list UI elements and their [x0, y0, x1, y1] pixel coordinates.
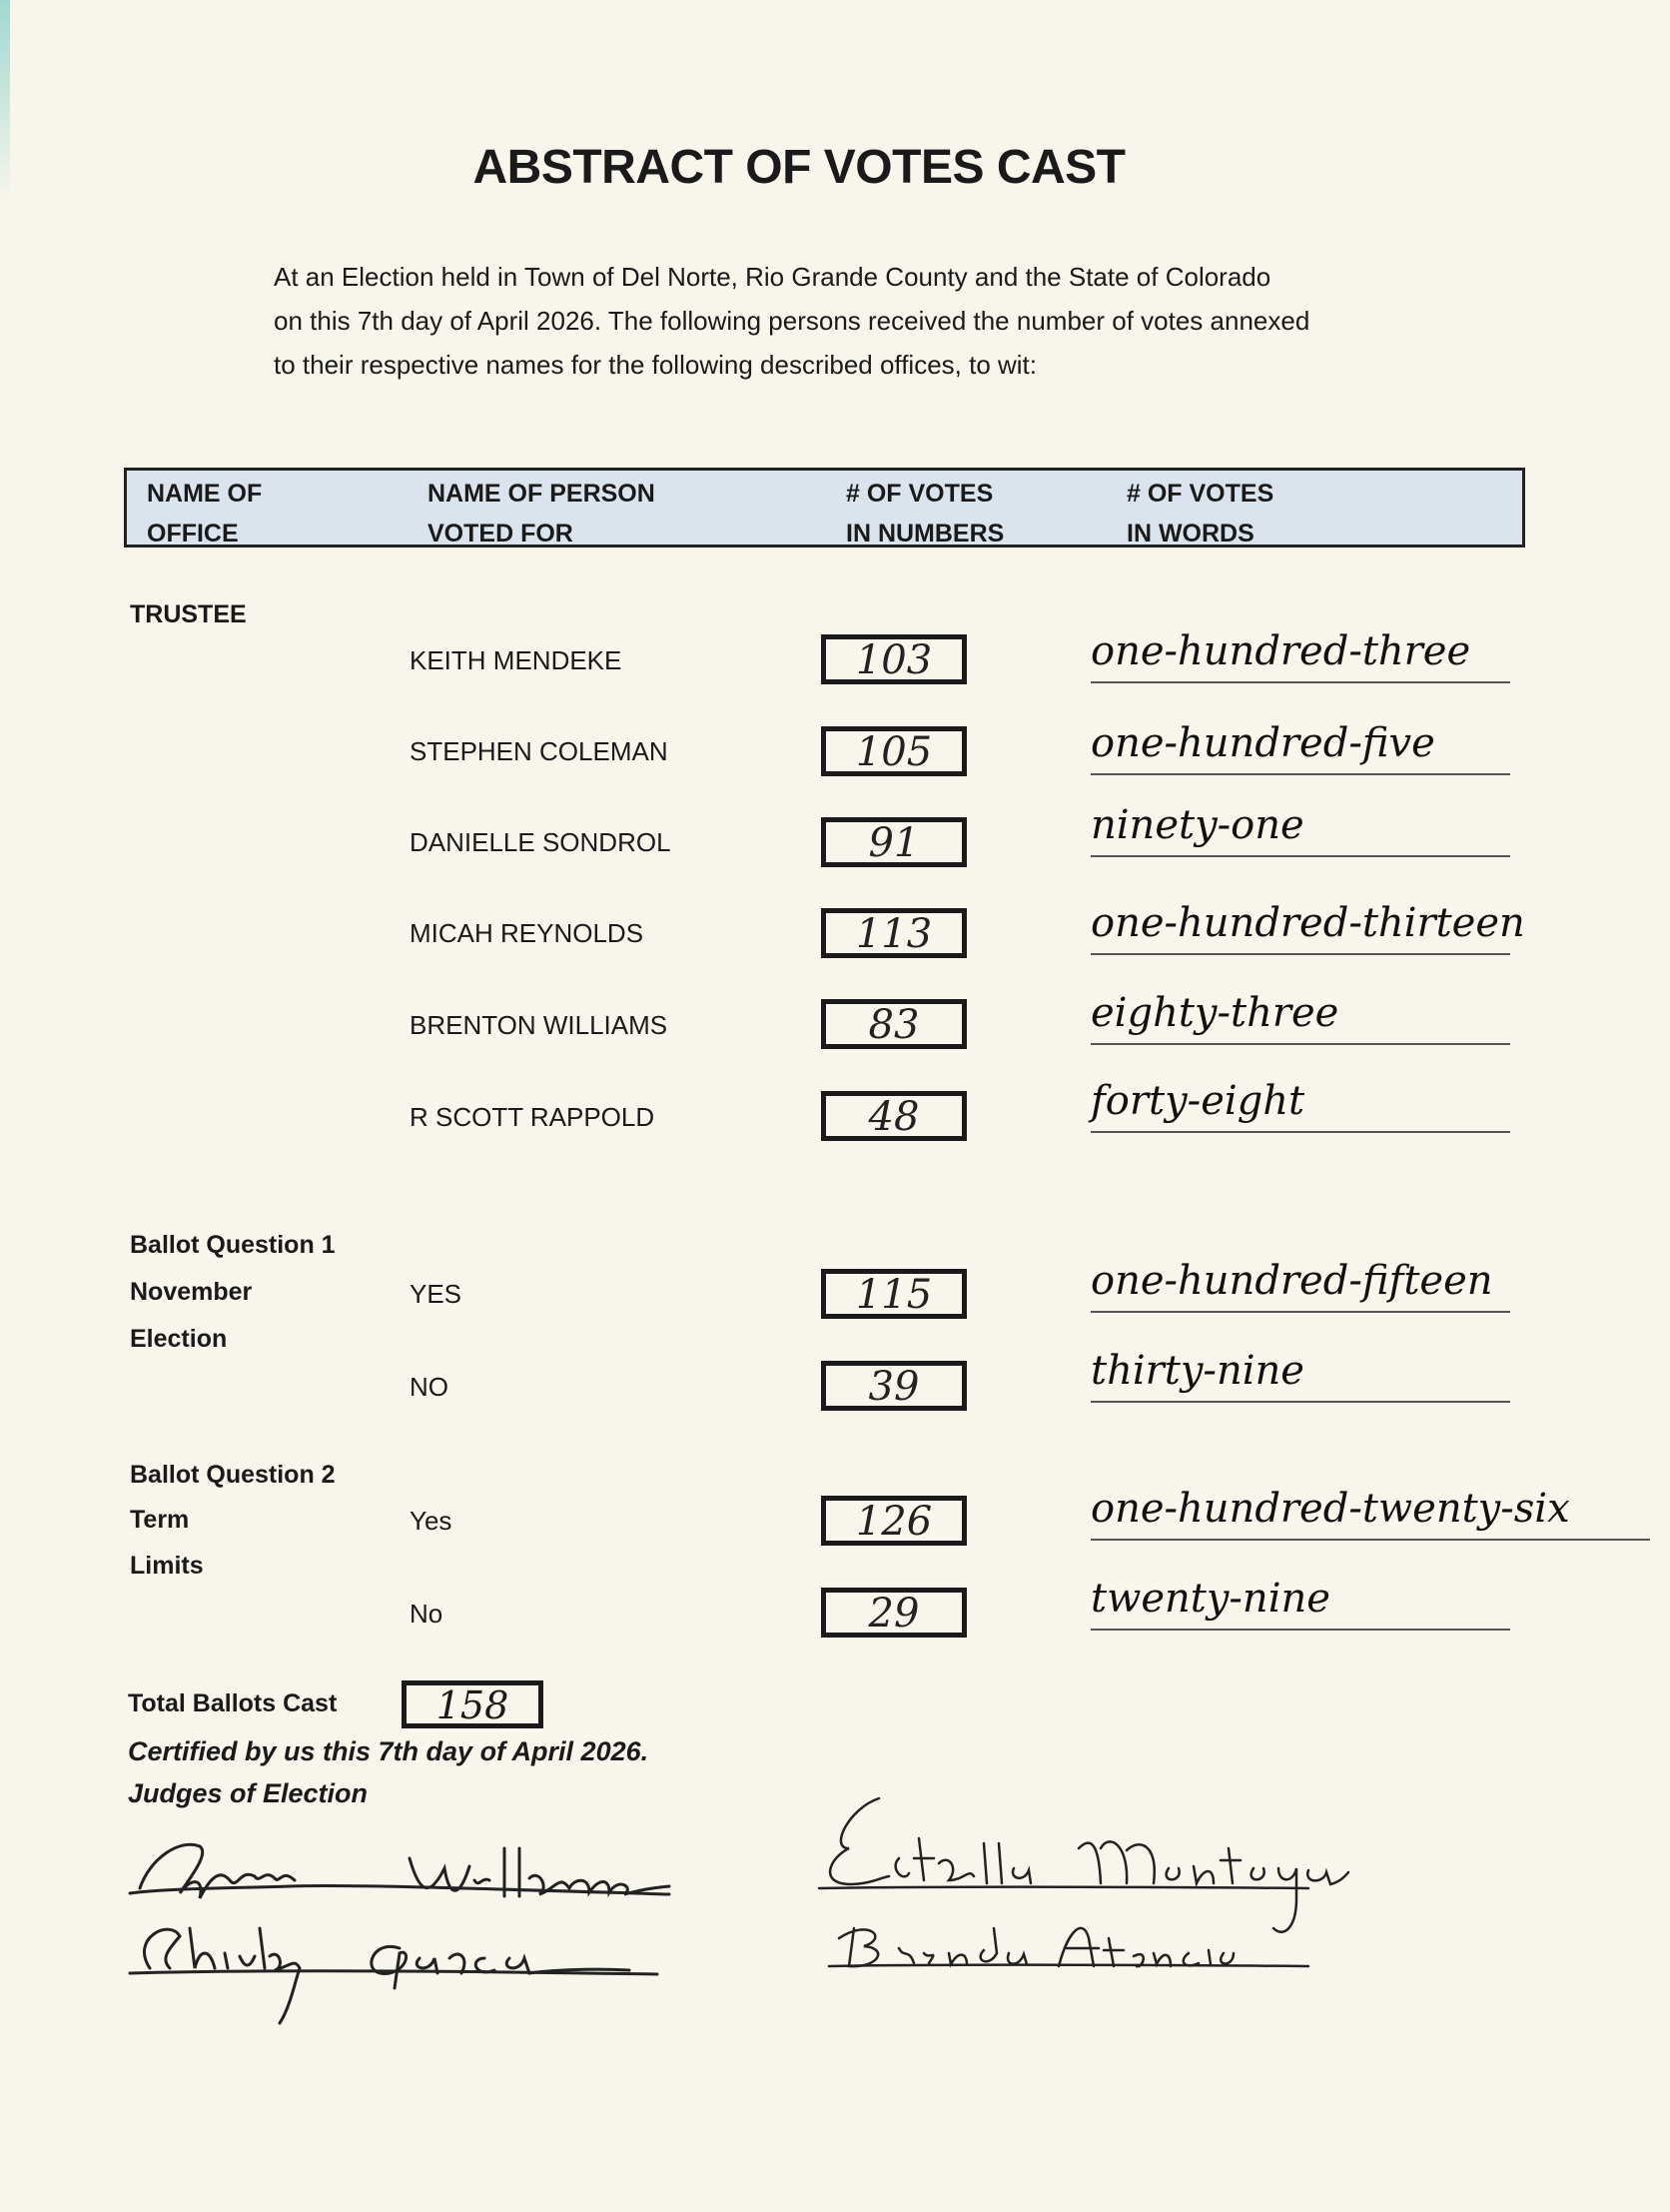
- vote-count-words: thirty-nine: [1091, 1345, 1510, 1403]
- header-words: [1127, 474, 1273, 553]
- vote-count-box: 115: [821, 1269, 967, 1319]
- ballot-option: Yes: [410, 1506, 452, 1536]
- vote-count-words: one-hundred-three: [1091, 625, 1510, 683]
- header-words-line1: # OF VOTES: [1127, 480, 1274, 508]
- header-numbers: [846, 474, 1004, 553]
- judge-signatures-left: [110, 1818, 689, 2038]
- header-office-line2: OFFICE: [147, 520, 239, 548]
- office-trustee: TRUSTEE: [130, 600, 247, 628]
- signature-brenda-atencio: [829, 1928, 1308, 1966]
- header-numbers-line1: # OF VOTES: [846, 480, 994, 508]
- candidate-name: STEPHEN COLEMAN: [410, 736, 668, 766]
- intro-line: to their respective names for the following described offices, to wit:: [274, 350, 1038, 380]
- signature-glynnis-williams: [130, 1844, 669, 1898]
- vote-count-box: 113: [821, 908, 967, 958]
- header-numbers-line2: IN NUMBERS: [846, 520, 1005, 548]
- vote-count-words: ninety-one: [1091, 799, 1510, 857]
- vote-count-words: one-hundred-five: [1091, 717, 1510, 775]
- candidate-name: BRENTON WILLIAMS: [410, 1010, 668, 1040]
- candidate-name: R SCOTT RAPPOLD: [410, 1102, 655, 1132]
- vote-count-box: 48: [821, 1091, 967, 1141]
- ballot-option: No: [410, 1599, 443, 1629]
- vote-count-box: 126: [821, 1496, 967, 1546]
- vote-count-box: 103: [821, 634, 967, 684]
- header-office-line1: NAME OF: [147, 480, 263, 508]
- office-ballot-question-1-line3: Election: [130, 1325, 228, 1353]
- judges-label: Judges of Election: [128, 1778, 369, 1808]
- vote-count-words: twenty-nine: [1091, 1573, 1510, 1631]
- office-ballot-question-1-line2: November: [130, 1278, 253, 1306]
- document-title: ABSTRACT OF VOTES CAST: [472, 141, 1126, 194]
- vote-count-box: 39: [821, 1361, 967, 1411]
- signature-estella-montoya: [819, 1798, 1348, 1932]
- certification-text: Certified by us this 7th day of April 2026.: [128, 1736, 649, 1766]
- candidate-name: DANIELLE SONDROL: [410, 827, 671, 857]
- vote-count-words: one-hundred-fifteen: [1091, 1255, 1510, 1313]
- ballot-option: NO: [410, 1372, 448, 1402]
- candidate-name: KEITH MENDEKE: [410, 645, 622, 675]
- vote-count-words: eighty-three: [1091, 987, 1510, 1045]
- total-ballots-box: 158: [402, 1680, 543, 1728]
- header-person-line2: VOTED FOR: [427, 520, 573, 548]
- signature-shirley-garcia: [130, 1928, 657, 2023]
- vote-count-box: 91: [821, 817, 967, 867]
- office-ballot-question-1: Ballot Question 1: [130, 1231, 336, 1259]
- table-header: [124, 468, 1525, 548]
- header-words-line2: IN WORDS: [1127, 520, 1254, 548]
- judge-signatures-right: [809, 1788, 1368, 2008]
- vote-count-box: 83: [821, 999, 967, 1049]
- intro-line: on this 7th day of April 2026. The following persons received the number of votes annexed: [274, 306, 1310, 336]
- total-ballots-label: Total Ballots Cast: [128, 1689, 338, 1717]
- ballot-option: YES: [410, 1279, 462, 1309]
- office-ballot-question-2: Ballot Question 2: [130, 1461, 336, 1489]
- header-person-line1: NAME OF PERSON: [427, 480, 655, 508]
- intro-line: At an Election held in Town of Del Norte, Rio Grande County and the State of Colorado: [274, 262, 1271, 292]
- candidate-name: MICAH REYNOLDS: [410, 918, 644, 948]
- header-person: [427, 474, 655, 553]
- office-ballot-question-2-line2: Term: [130, 1506, 190, 1534]
- header-office: [147, 474, 262, 553]
- vote-count-words: forty-eight: [1091, 1075, 1510, 1133]
- vote-count-words: one-hundred-thirteen: [1091, 897, 1510, 955]
- vote-count-box: 29: [821, 1588, 967, 1638]
- vote-count-box: 105: [821, 726, 967, 776]
- intro-paragraph: [274, 255, 1392, 387]
- office-ballot-question-2-line3: Limits: [130, 1552, 204, 1580]
- vote-count-words: one-hundred-twenty-six: [1091, 1483, 1650, 1541]
